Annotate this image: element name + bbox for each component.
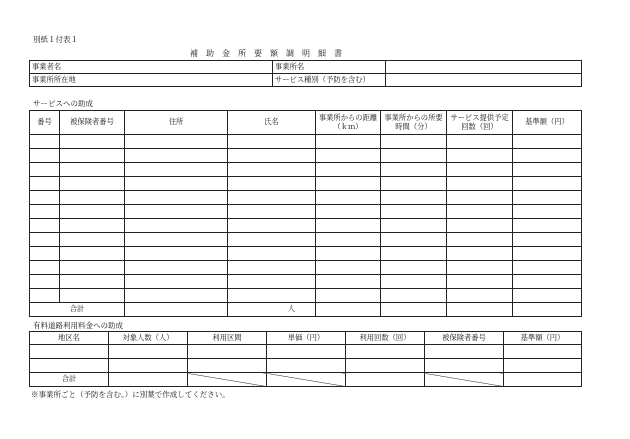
total-label: 合計 (30, 303, 125, 317)
cell[interactable] (316, 219, 381, 233)
col-name: 氏名 (228, 111, 316, 135)
total-unit-price-slash (267, 373, 346, 387)
section1-heading: サービスへの助成 (33, 99, 93, 108)
col-persons: 対象人数（人） (109, 332, 188, 345)
cell[interactable] (30, 261, 60, 275)
cell[interactable] (267, 345, 346, 359)
col-address: 住所 (125, 111, 228, 135)
cell[interactable] (228, 233, 316, 247)
cell[interactable] (30, 205, 60, 219)
cell[interactable] (513, 275, 582, 289)
col-base-amount: 基準額（円） (513, 111, 582, 135)
service-type-label: サービス種別（予防を含む） (273, 74, 386, 87)
cell[interactable] (447, 275, 513, 289)
cell[interactable] (447, 177, 513, 191)
cell[interactable] (125, 289, 228, 303)
cell[interactable] (228, 261, 316, 275)
cell[interactable] (228, 219, 316, 233)
cell[interactable] (316, 205, 381, 219)
col-no: 番号 (30, 111, 60, 135)
table-row (30, 261, 582, 275)
col-distance: 事業所からの距離（ｋｍ） (316, 111, 381, 135)
cell[interactable] (60, 163, 125, 177)
cell[interactable] (447, 219, 513, 233)
cell[interactable] (381, 177, 447, 191)
cell[interactable] (447, 233, 513, 247)
col-use-count: 利用回数（回） (346, 332, 425, 345)
cell[interactable] (381, 219, 447, 233)
cell[interactable] (188, 359, 267, 373)
cell[interactable] (125, 219, 228, 233)
cell[interactable] (447, 205, 513, 219)
cell[interactable] (228, 177, 316, 191)
cell[interactable] (316, 289, 381, 303)
cell[interactable] (30, 289, 60, 303)
total-label-2: 合計 (30, 373, 109, 387)
section2-heading: 有料道路利用料金への助成 (33, 321, 123, 330)
cell[interactable] (447, 191, 513, 205)
footnote: ※事業所ごと（予防を含む。）に別葉で作成してください。 (31, 390, 230, 399)
table-row (30, 359, 582, 373)
total-row (30, 303, 582, 317)
cell[interactable] (316, 233, 381, 247)
cell[interactable] (30, 177, 60, 191)
total-persons-unit: 人 (228, 303, 316, 317)
cell[interactable] (513, 135, 582, 149)
cell[interactable] (228, 135, 316, 149)
cell[interactable] (381, 275, 447, 289)
cell[interactable] (513, 205, 582, 219)
cell[interactable] (381, 149, 447, 163)
col-time: 事業所からの所要時間（分） (381, 111, 447, 135)
cell[interactable] (188, 345, 267, 359)
cell[interactable] (60, 205, 125, 219)
cell[interactable] (513, 191, 582, 205)
cell[interactable] (125, 233, 228, 247)
cell[interactable] (125, 275, 228, 289)
cell[interactable] (346, 345, 425, 359)
cell[interactable] (228, 149, 316, 163)
cell[interactable] (125, 135, 228, 149)
cell[interactable] (60, 233, 125, 247)
col-section: 利用区間 (188, 332, 267, 345)
cell[interactable] (447, 149, 513, 163)
cell[interactable] (228, 191, 316, 205)
cell[interactable] (30, 163, 60, 177)
table-row (30, 345, 582, 359)
cell[interactable] (513, 163, 582, 177)
cell[interactable] (109, 359, 188, 373)
operator-label: 事業者名 (30, 61, 273, 74)
cell[interactable] (125, 247, 228, 261)
cell[interactable] (447, 261, 513, 275)
cell[interactable] (60, 219, 125, 233)
cell[interactable] (228, 275, 316, 289)
col-area: 地区名 (30, 332, 109, 345)
cell[interactable] (447, 247, 513, 261)
cell[interactable] (316, 177, 381, 191)
cell[interactable] (381, 233, 447, 247)
cell[interactable] (513, 247, 582, 261)
service-subsidy-table (29, 110, 582, 317)
cell[interactable] (30, 359, 109, 373)
cell[interactable] (513, 219, 582, 233)
service-type-value[interactable] (386, 74, 582, 87)
cell[interactable] (316, 247, 381, 261)
cell[interactable] (504, 345, 582, 359)
cell[interactable] (30, 191, 60, 205)
cell[interactable] (513, 261, 582, 275)
cell[interactable] (316, 275, 381, 289)
cell[interactable] (447, 289, 513, 303)
table-row (30, 177, 582, 191)
cell[interactable] (60, 247, 125, 261)
table-row (30, 191, 582, 205)
total-insured-no-slash (425, 373, 504, 387)
total-time[interactable] (381, 303, 447, 317)
cell[interactable] (60, 191, 125, 205)
cell[interactable] (504, 359, 582, 373)
total-base-amount[interactable] (513, 303, 582, 317)
cell[interactable] (513, 233, 582, 247)
total-persons[interactable] (109, 373, 188, 387)
info-table (29, 60, 582, 87)
cell[interactable] (60, 275, 125, 289)
cell[interactable] (60, 135, 125, 149)
cell[interactable] (125, 191, 228, 205)
total-section-slash (188, 373, 267, 387)
total-use-count[interactable] (346, 373, 425, 387)
cell[interactable] (125, 177, 228, 191)
cell[interactable] (316, 163, 381, 177)
cell[interactable] (381, 135, 447, 149)
cell[interactable] (228, 289, 316, 303)
col-insured-no-2: 被保険者番号 (425, 332, 504, 345)
cell[interactable] (316, 191, 381, 205)
table-row (30, 289, 582, 303)
cell[interactable] (513, 289, 582, 303)
total-distance[interactable] (316, 303, 381, 317)
form-id: 別紙１付表１ (33, 35, 78, 44)
cell[interactable] (267, 359, 346, 373)
office-name-value[interactable] (386, 61, 582, 74)
toll-road-table (29, 331, 582, 387)
cell[interactable] (316, 149, 381, 163)
cell[interactable] (381, 261, 447, 275)
cell[interactable] (30, 233, 60, 247)
page-title: 補 助 金 所 要 額 調 明 細 書 (190, 49, 342, 58)
cell[interactable] (425, 359, 504, 373)
cell[interactable] (30, 149, 60, 163)
total-address[interactable] (125, 303, 228, 317)
cell[interactable] (60, 289, 125, 303)
col-insured-no: 被保険者番号 (60, 111, 125, 135)
cell[interactable] (30, 219, 60, 233)
location-label: 事業所所在地 (30, 74, 273, 87)
total-row-2 (30, 373, 582, 387)
total-base-amount-2[interactable] (504, 373, 582, 387)
cell[interactable] (60, 149, 125, 163)
col-planned: サービス提供予定回数（回） (447, 111, 513, 135)
cell[interactable] (381, 163, 447, 177)
cell[interactable] (30, 275, 60, 289)
cell[interactable] (228, 247, 316, 261)
table-row (30, 219, 582, 233)
cell[interactable] (381, 191, 447, 205)
cell[interactable] (316, 261, 381, 275)
cell[interactable] (30, 135, 60, 149)
cell[interactable] (125, 149, 228, 163)
col-base-amount-2: 基準額（円） (504, 332, 582, 345)
cell[interactable] (346, 359, 425, 373)
cell[interactable] (60, 261, 125, 275)
table-row (30, 135, 582, 149)
cell[interactable] (381, 289, 447, 303)
cell[interactable] (60, 177, 125, 191)
cell[interactable] (381, 205, 447, 219)
col-unit-price: 単価（円） (267, 332, 346, 345)
cell[interactable] (228, 163, 316, 177)
total-planned[interactable] (447, 303, 513, 317)
service-subsidy-rows (30, 135, 582, 303)
cell[interactable] (30, 345, 109, 359)
cell[interactable] (109, 345, 188, 359)
office-name-label: 事業所名 (273, 61, 386, 74)
cell[interactable] (447, 135, 513, 149)
table-row (30, 233, 582, 247)
table-row (30, 275, 582, 289)
cell[interactable] (125, 261, 228, 275)
table-row (30, 205, 582, 219)
cell[interactable] (425, 345, 504, 359)
cell[interactable] (316, 135, 381, 149)
cell[interactable] (447, 163, 513, 177)
cell[interactable] (381, 247, 447, 261)
cell[interactable] (513, 149, 582, 163)
table-row (30, 247, 582, 261)
cell[interactable] (125, 163, 228, 177)
cell[interactable] (125, 205, 228, 219)
cell[interactable] (513, 177, 582, 191)
table-row (30, 149, 582, 163)
cell[interactable] (228, 205, 316, 219)
cell[interactable] (30, 247, 60, 261)
table-row (30, 163, 582, 177)
